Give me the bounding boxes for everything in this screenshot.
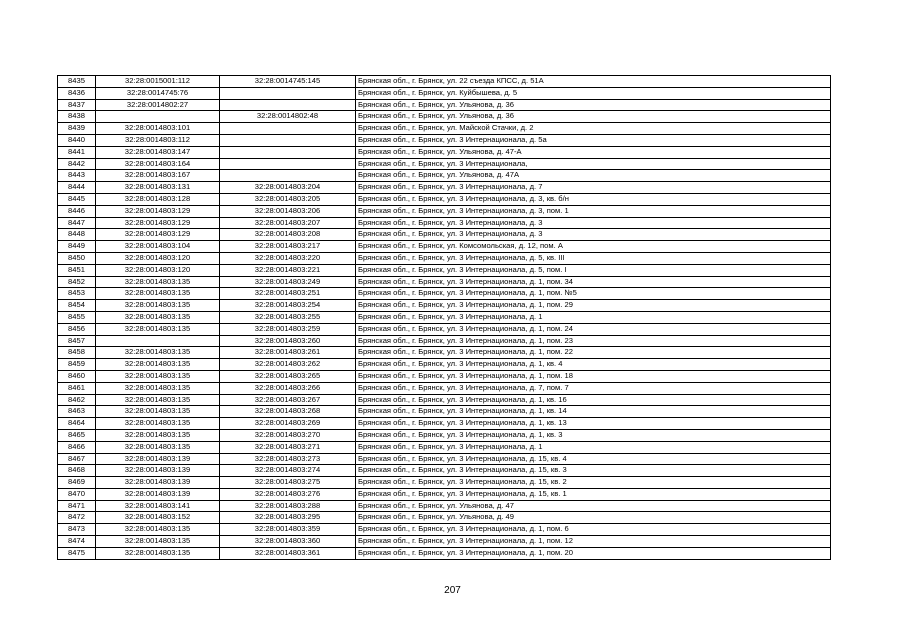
address-cell: Брянская обл., г. Брянск, ул. 3 Интернационала, д. 3, пом. 1 [356, 205, 831, 217]
row-number-cell: 8458 [58, 347, 96, 359]
row-number-cell: 8455 [58, 311, 96, 323]
table-row [58, 418, 831, 430]
address-cell: Брянская обл., г. Брянск, ул. 3 Интернационала, д. 1, кв. 16 [356, 394, 831, 406]
address-cell: Брянская обл., г. Брянск, ул. 3 Интернационала, д. 3, кв. б/н [356, 193, 831, 205]
cadastral-number-2-cell: 32:28:0014803:205 [220, 193, 356, 205]
table-row [58, 276, 831, 288]
address-cell: Брянская обл., г. Брянск, ул. 3 Интернационала, д. 15, кв. 4 [356, 453, 831, 465]
address-cell: Брянская обл., г. Брянск, ул. 3 Интернационала, д. 1, пом. №5 [356, 288, 831, 300]
address-cell: Брянская обл., г. Брянск, ул. 3 Интернационала, д. 1, пом. 24 [356, 323, 831, 335]
table-row [58, 158, 831, 170]
cadastral-number-2-cell: 32:28:0014803:274 [220, 465, 356, 477]
cadastral-number-2-cell: 32:28:0014803:262 [220, 359, 356, 371]
cadastral-number-1-cell: 32:28:0014745:76 [96, 87, 220, 99]
table-row [58, 465, 831, 477]
row-number-cell: 8473 [58, 524, 96, 536]
cadastral-number-1-cell: 32:28:0014803:139 [96, 453, 220, 465]
table-row [58, 193, 831, 205]
table-row [58, 182, 831, 194]
cadastral-number-1-cell: 32:28:0014803:135 [96, 300, 220, 312]
cadastral-number-1-cell: 32:28:0014803:120 [96, 264, 220, 276]
address-cell: Брянская обл., г. Брянск, ул. Майской Стачки, д. 2 [356, 123, 831, 135]
row-number-cell: 8453 [58, 288, 96, 300]
cadastral-number-2-cell: 32:28:0014803:260 [220, 335, 356, 347]
table-row [58, 453, 831, 465]
cadastral-number-1-cell: 32:28:0014803:104 [96, 241, 220, 253]
cadastral-number-2-cell: 32:28:0014803:267 [220, 394, 356, 406]
cadastral-number-2-cell [220, 123, 356, 135]
row-number-cell: 8466 [58, 441, 96, 453]
address-cell: Брянская обл., г. Брянск, ул. 3 Интернационала, д. 5, пом. I [356, 264, 831, 276]
address-cell: Брянская обл., г. Брянск, ул. 3 Интернационала, д. 7 [356, 182, 831, 194]
cadastral-number-2-cell: 32:28:0014803:254 [220, 300, 356, 312]
table-row [58, 134, 831, 146]
table-row [58, 252, 831, 264]
table-row [58, 382, 831, 394]
table-body [58, 76, 831, 560]
row-number-cell: 8467 [58, 453, 96, 465]
row-number-cell: 8469 [58, 477, 96, 489]
address-cell: Брянская обл., г. Брянск, ул. 3 Интернационала, д. 1 [356, 441, 831, 453]
cadastral-number-2-cell: 32:28:0014803:275 [220, 477, 356, 489]
address-cell: Брянская обл., г. Брянск, ул. 3 Интернационала, д. 1, кв. 4 [356, 359, 831, 371]
page-number: 207 [444, 585, 461, 596]
row-number-cell: 8439 [58, 123, 96, 135]
cadastral-number-2-cell: 32:28:0014803:206 [220, 205, 356, 217]
address-cell: Брянская обл., г. Брянск, ул. 3 Интернационала, д. 15, кв. 2 [356, 477, 831, 489]
cadastral-number-1-cell: 32:28:0014803:129 [96, 229, 220, 241]
row-number-cell: 8451 [58, 264, 96, 276]
cadastral-number-2-cell: 32:28:0014803:266 [220, 382, 356, 394]
table-row [58, 429, 831, 441]
row-number-cell: 8457 [58, 335, 96, 347]
row-number-cell: 8472 [58, 512, 96, 524]
address-cell: Брянская обл., г. Брянск, ул. 3 Интернационала, д. 1 [356, 311, 831, 323]
cadastral-number-2-cell: 32:28:0014803:270 [220, 429, 356, 441]
cadastral-number-1-cell: 32:28:0014803:131 [96, 182, 220, 194]
row-number-cell: 8437 [58, 99, 96, 111]
cadastral-number-1-cell: 32:28:0014803:139 [96, 477, 220, 489]
address-cell: Брянская обл., г. Брянск, ул. 3 Интернационала, д. 15, кв. 3 [356, 465, 831, 477]
address-cell: Брянская обл., г. Брянск, ул. Ульянова, д. 47 [356, 500, 831, 512]
cadastral-number-2-cell: 32:28:0014803:268 [220, 406, 356, 418]
row-number-cell: 8460 [58, 370, 96, 382]
table-row [58, 536, 831, 548]
cadastral-number-2-cell [220, 99, 356, 111]
cadastral-number-2-cell [220, 158, 356, 170]
cadastral-register-table [57, 75, 831, 560]
cadastral-number-1-cell: 32:28:0014803:112 [96, 134, 220, 146]
table-row [58, 170, 831, 182]
cadastral-number-1-cell: 32:28:0014803:129 [96, 205, 220, 217]
cadastral-number-1-cell: 32:28:0014803:135 [96, 359, 220, 371]
cadastral-number-2-cell: 32:28:0014803:359 [220, 524, 356, 536]
cadastral-number-2-cell: 32:28:0014803:288 [220, 500, 356, 512]
table-row [58, 347, 831, 359]
address-cell: Брянская обл., г. Брянск, ул. Ульянова, д. 47-А [356, 146, 831, 158]
cadastral-number-2-cell: 32:28:0014803:255 [220, 311, 356, 323]
cadastral-number-2-cell: 32:28:0014803:259 [220, 323, 356, 335]
table-row [58, 99, 831, 111]
cadastral-number-2-cell: 32:28:0014803:251 [220, 288, 356, 300]
row-number-cell: 8438 [58, 111, 96, 123]
cadastral-number-2-cell [220, 87, 356, 99]
row-number-cell: 8454 [58, 300, 96, 312]
cadastral-number-1-cell: 32:28:0014803:139 [96, 465, 220, 477]
row-number-cell: 8447 [58, 217, 96, 229]
address-cell: Брянская обл., г. Брянск, ул. 3 Интернационала, д. 5а [356, 134, 831, 146]
row-number-cell: 8465 [58, 429, 96, 441]
row-number-cell: 8449 [58, 241, 96, 253]
cadastral-number-1-cell [96, 111, 220, 123]
address-cell: Брянская обл., г. Брянск, ул. 3 Интернационала, д. 1, пом. 29 [356, 300, 831, 312]
table-row [58, 512, 831, 524]
address-cell: Брянская обл., г. Брянск, ул. Ульянова, д. 36 [356, 99, 831, 111]
row-number-cell: 8471 [58, 500, 96, 512]
cadastral-number-1-cell: 32:28:0014802:27 [96, 99, 220, 111]
cadastral-number-2-cell: 32:28:0014803:361 [220, 547, 356, 559]
cadastral-number-2-cell: 32:28:0014803:221 [220, 264, 356, 276]
row-number-cell: 8461 [58, 382, 96, 394]
cadastral-number-1-cell: 32:28:0015001:112 [96, 76, 220, 88]
row-number-cell: 8462 [58, 394, 96, 406]
row-number-cell: 8464 [58, 418, 96, 430]
cadastral-number-2-cell: 32:28:0014803:271 [220, 441, 356, 453]
cadastral-number-2-cell: 32:28:0014803:276 [220, 488, 356, 500]
row-number-cell: 8459 [58, 359, 96, 371]
address-cell: Брянская обл., г. Брянск, ул. 3 Интернационала, д. 1, пом. 23 [356, 335, 831, 347]
table-row [58, 264, 831, 276]
cadastral-number-2-cell: 32:28:0014803:265 [220, 370, 356, 382]
cadastral-number-1-cell: 32:28:0014803:101 [96, 123, 220, 135]
cadastral-number-1-cell: 32:28:0014803:135 [96, 418, 220, 430]
row-number-cell: 8470 [58, 488, 96, 500]
table-row [58, 241, 831, 253]
cadastral-number-1-cell: 32:28:0014803:135 [96, 370, 220, 382]
row-number-cell: 8468 [58, 465, 96, 477]
cadastral-number-2-cell: 32:28:0014803:269 [220, 418, 356, 430]
table-row [58, 205, 831, 217]
row-number-cell: 8442 [58, 158, 96, 170]
table-row [58, 288, 831, 300]
cadastral-number-1-cell: 32:28:0014803:135 [96, 382, 220, 394]
row-number-cell: 8445 [58, 193, 96, 205]
row-number-cell: 8450 [58, 252, 96, 264]
row-number-cell: 8463 [58, 406, 96, 418]
address-cell: Брянская обл., г. Брянск, ул. 3 Интернационала, д. 15, кв. 1 [356, 488, 831, 500]
cadastral-number-1-cell: 32:28:0014803:135 [96, 536, 220, 548]
cadastral-number-1-cell: 32:28:0014803:129 [96, 217, 220, 229]
table-row [58, 370, 831, 382]
cadastral-number-1-cell: 32:28:0014803:135 [96, 406, 220, 418]
address-cell: Брянская обл., г. Брянск, ул. 3 Интернационала, д. 1, кв. 3 [356, 429, 831, 441]
cadastral-number-1-cell: 32:28:0014803:135 [96, 288, 220, 300]
cadastral-number-1-cell: 32:28:0014803:135 [96, 524, 220, 536]
cadastral-number-2-cell: 32:28:0014803:360 [220, 536, 356, 548]
cadastral-number-1-cell: 32:28:0014803:141 [96, 500, 220, 512]
address-cell: Брянская обл., г. Брянск, ул. 3 Интернационала, д. 7, пом. 7 [356, 382, 831, 394]
cadastral-number-2-cell: 32:28:0014803:273 [220, 453, 356, 465]
address-cell: Брянская обл., г. Брянск, ул. 3 Интернационала, [356, 158, 831, 170]
cadastral-number-2-cell: 32:28:0014803:249 [220, 276, 356, 288]
table-row [58, 76, 831, 88]
table-row [58, 87, 831, 99]
cadastral-number-2-cell: 32:28:0014803:295 [220, 512, 356, 524]
table-row [58, 146, 831, 158]
cadastral-number-2-cell: 32:28:0014803:217 [220, 241, 356, 253]
address-cell: Брянская обл., г. Брянск, ул. 3 Интернационала, д. 5, кв. III [356, 252, 831, 264]
table-row [58, 488, 831, 500]
cadastral-number-2-cell [220, 146, 356, 158]
cadastral-number-2-cell [220, 170, 356, 182]
row-number-cell: 8443 [58, 170, 96, 182]
cadastral-number-1-cell: 32:28:0014803:135 [96, 429, 220, 441]
row-number-cell: 8474 [58, 536, 96, 548]
table-row [58, 394, 831, 406]
cadastral-number-1-cell: 32:28:0014803:135 [96, 323, 220, 335]
table-row [58, 123, 831, 135]
address-cell: Брянская обл., г. Брянск, ул. Ульянова, д. 49 [356, 512, 831, 524]
cadastral-number-1-cell: 32:28:0014803:135 [96, 311, 220, 323]
address-cell: Брянская обл., г. Брянск, ул. Ульянова, д. 36 [356, 111, 831, 123]
row-number-cell: 8456 [58, 323, 96, 335]
address-cell: Брянская обл., г. Брянск, ул. 3 Интернационала, д. 1, пом. 34 [356, 276, 831, 288]
address-cell: Брянская обл., г. Брянск, ул. 3 Интернационала, д. 1, пом. 22 [356, 347, 831, 359]
cadastral-number-2-cell: 32:28:0014803:208 [220, 229, 356, 241]
cadastral-number-1-cell: 32:28:0014803:120 [96, 252, 220, 264]
address-cell: Брянская обл., г. Брянск, ул. 3 Интернационала, д. 1, пом. 12 [356, 536, 831, 548]
cadastral-number-1-cell: 32:28:0014803:135 [96, 441, 220, 453]
address-cell: Брянская обл., г. Брянск, ул. 3 Интернационала, д. 3 [356, 217, 831, 229]
address-cell: Брянская обл., г. Брянск, ул. Комсомольская, д. 12, пом. А [356, 241, 831, 253]
table-row [58, 547, 831, 559]
cadastral-number-2-cell: 32:28:0014802:48 [220, 111, 356, 123]
cadastral-number-1-cell: 32:28:0014803:135 [96, 547, 220, 559]
address-cell: Брянская обл., г. Брянск, ул. Куйбышева, д. 5 [356, 87, 831, 99]
cadastral-number-1-cell: 32:28:0014803:135 [96, 394, 220, 406]
address-cell: Брянская обл., г. Брянск, ул. 3 Интернационала, д. 1, пом. 6 [356, 524, 831, 536]
cadastral-number-1-cell: 32:28:0014803:128 [96, 193, 220, 205]
row-number-cell: 8446 [58, 205, 96, 217]
row-number-cell: 8441 [58, 146, 96, 158]
address-cell: Брянская обл., г. Брянск, ул. 22 съезда КПСС, д. 51А [356, 76, 831, 88]
address-cell: Брянская обл., г. Брянск, ул. 3 Интернационала, д. 1, пом. 20 [356, 547, 831, 559]
address-cell: Брянская обл., г. Брянск, ул. 3 Интернационала, д. 1, кв. 13 [356, 418, 831, 430]
address-cell: Брянская обл., г. Брянск, ул. 3 Интернационала, д. 3 [356, 229, 831, 241]
row-number-cell: 8448 [58, 229, 96, 241]
table-row [58, 441, 831, 453]
cadastral-number-1-cell: 32:28:0014803:139 [96, 488, 220, 500]
table-row [58, 524, 831, 536]
cadastral-number-2-cell: 32:28:0014803:207 [220, 217, 356, 229]
table-row [58, 406, 831, 418]
cadastral-number-1-cell: 32:28:0014803:135 [96, 276, 220, 288]
cadastral-number-1-cell: 32:28:0014803:167 [96, 170, 220, 182]
table-row [58, 229, 831, 241]
row-number-cell: 8435 [58, 76, 96, 88]
cadastral-number-2-cell: 32:28:0014803:204 [220, 182, 356, 194]
row-number-cell: 8452 [58, 276, 96, 288]
table-row [58, 300, 831, 312]
cadastral-number-2-cell: 32:28:0014745:145 [220, 76, 356, 88]
table-row [58, 500, 831, 512]
table-row [58, 477, 831, 489]
cadastral-number-2-cell: 32:28:0014803:261 [220, 347, 356, 359]
table-row [58, 323, 831, 335]
table-row [58, 359, 831, 371]
cadastral-number-1-cell: 32:28:0014803:152 [96, 512, 220, 524]
cadastral-number-2-cell [220, 134, 356, 146]
table-row [58, 217, 831, 229]
cadastral-number-1-cell: 32:28:0014803:164 [96, 158, 220, 170]
row-number-cell: 8475 [58, 547, 96, 559]
address-cell: Брянская обл., г. Брянск, ул. Ульянова, д. 47А [356, 170, 831, 182]
address-cell: Брянская обл., г. Брянск, ул. 3 Интернационала, д. 1, пом. 18 [356, 370, 831, 382]
table-row [58, 311, 831, 323]
cadastral-number-1-cell: 32:28:0014803:147 [96, 146, 220, 158]
table-row [58, 335, 831, 347]
row-number-cell: 8444 [58, 182, 96, 194]
cadastral-number-1-cell [96, 335, 220, 347]
cadastral-number-2-cell: 32:28:0014803:220 [220, 252, 356, 264]
row-number-cell: 8436 [58, 87, 96, 99]
cadastral-number-1-cell: 32:28:0014803:135 [96, 347, 220, 359]
row-number-cell: 8440 [58, 134, 96, 146]
address-cell: Брянская обл., г. Брянск, ул. 3 Интернационала, д. 1, кв. 14 [356, 406, 831, 418]
table-row [58, 111, 831, 123]
